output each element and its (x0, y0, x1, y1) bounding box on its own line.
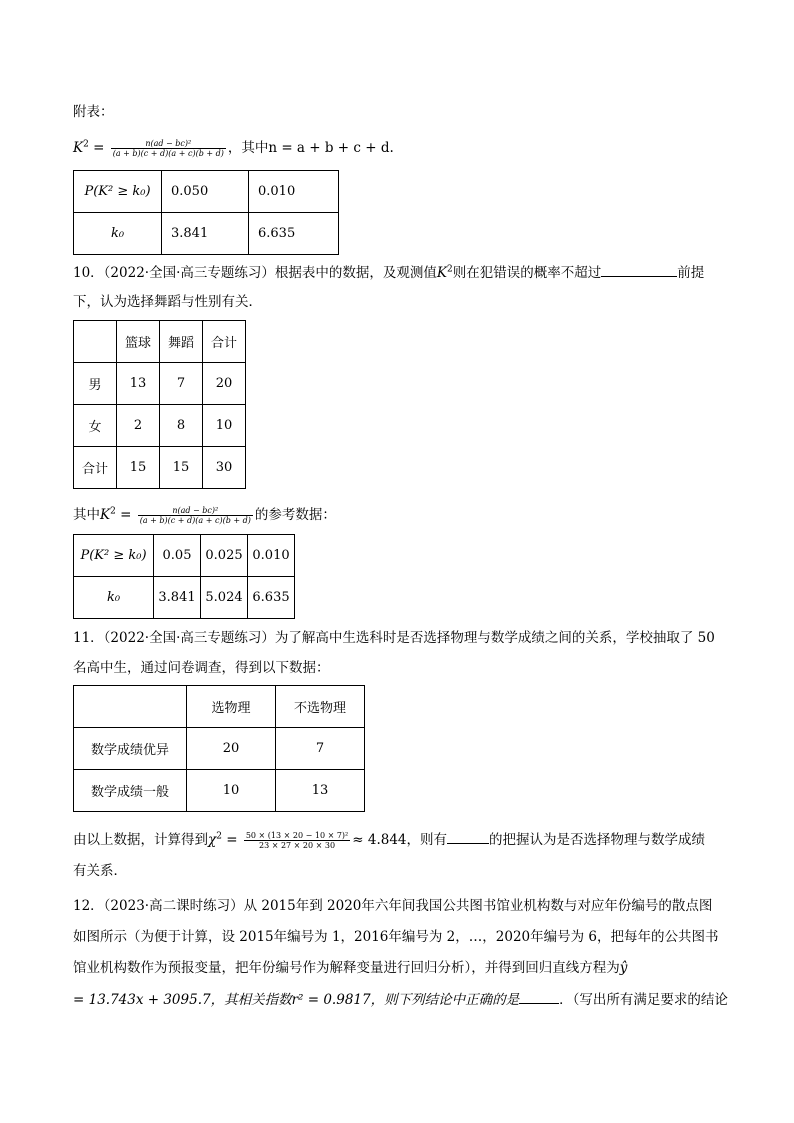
table-header-cell: 不选物理 (276, 686, 365, 728)
question-12-line-3: 馆业机构数作为预报变量，把年份编号作为解释变量进行回归分析），并得到回归直线方程为ŷ (73, 960, 628, 976)
table-cell: 20 (203, 363, 246, 405)
reference-formula: 其中$K^2$ = $\frac{\text{n(ad − bc)²}}{(a + b)(c + d)(a + c)(b + d)}$ 的参考数据： (73, 506, 336, 525)
question-12-line-1: 12．（2023·高二课时练习）从 2015年到 2020年六年间我国公共图书馆业机构数与对应年份编号的散点图 (73, 898, 713, 914)
table-cell: 20 (187, 728, 276, 770)
question-11-line-1: 11．（2022·全国·高三专题练习）为了解高中生选科时是否选择物理与数学成绩之间的关系，学校抽取了 50 (73, 630, 715, 646)
table-cell: 合计 (74, 447, 117, 489)
table-cell: P(K² ≥ k₀) (74, 171, 162, 213)
critical-value-table-2 (73, 534, 295, 619)
question-11-calculation-line-2: 有关系． (73, 863, 127, 879)
table-header-cell (74, 686, 187, 728)
table-cell: 10 (203, 405, 246, 447)
table-cell: 3.841 (154, 577, 201, 619)
table-header-cell: 合计 (203, 321, 246, 363)
table-cell: 0.010 (249, 171, 339, 213)
table-cell: 5.024 (201, 577, 248, 619)
table-cell: 6.635 (248, 577, 295, 619)
question-11-calculation: 由以上数据，计算得到$\chi^2$ = $\frac{\text{50 × (13 × 20 − 10 × 7)²}}{23 \times 27 \times 20 \times 30}$ ≈ 4.844，则有 的把握认为是否选择物理与数学成绩 (73, 831, 706, 850)
table-cell: 7 (276, 728, 365, 770)
critical-value-table-1 (73, 170, 339, 255)
table-cell: P(K² ≥ k₀) (74, 535, 154, 577)
table-cell: 0.010 (248, 535, 295, 577)
table-cell: 6.635 (249, 213, 339, 255)
table-cell: 男 (74, 363, 117, 405)
chi-square-fraction: $\frac{\text{50 × (13 × 20 − 10 × 7)²}}{23 \times 27 \times 20 \times 30}$ (245, 831, 349, 850)
table-cell: k₀ (74, 213, 162, 255)
table-cell: 13 (276, 770, 365, 812)
table-cell: 2 (117, 405, 160, 447)
question-12-line-2: 如图所示（为便于计算，设 2015年编号为 1，2016年编号为 2，…，2020年编号为 6，把每年的公共图书 (73, 929, 719, 945)
answer-blank[interactable] (519, 989, 559, 1004)
table-header-cell: 选物理 (187, 686, 276, 728)
table-cell: k₀ (74, 577, 154, 619)
appendix-label: 附表： (73, 104, 114, 120)
table-cell: 0.025 (201, 535, 248, 577)
table-cell: 7 (160, 363, 203, 405)
table-cell: 0.050 (162, 171, 249, 213)
question-10-line-2: 下，认为选择舞蹈与性别有关． (73, 294, 262, 310)
table-cell: 0.05 (154, 535, 201, 577)
formula-fraction: $\frac{\text{n(ad − bc)²}}{(a + b)(c + d)(a + c)(b + d)}$ (112, 139, 224, 158)
table-cell: 15 (117, 447, 160, 489)
table-cell: 30 (203, 447, 246, 489)
gender-choice-table (73, 320, 246, 489)
formula-suffix: ，其中n = a + b + c + d. (227, 140, 394, 156)
question-12-line-4: = 13.743x + 3095.7，其相关指数r² = 0.9817，则下列结论中正确的是 ．（写出所有满足要求的结论 (73, 989, 728, 1010)
table-header-cell: 舞蹈 (160, 321, 203, 363)
answer-blank[interactable] (601, 262, 677, 277)
physics-math-table (73, 685, 365, 812)
table-cell: 15 (160, 447, 203, 489)
table-cell: 女 (74, 405, 117, 447)
table-cell: 数学成绩优异 (74, 728, 187, 770)
table-cell: 数学成绩一般 (74, 770, 187, 812)
table-header-cell: 篮球 (117, 321, 160, 363)
formula-fraction: $\frac{\text{n(ad − bc)²}}{(a + b)(c + d)(a + c)(b + d)}$ (139, 506, 251, 525)
question-10-line-1: 10．（2022·全国·高三专题练习）根据表中的数据，及观测值$K^2$则在犯错误的概率不超过 前提 (73, 262, 704, 283)
table-cell: 8 (160, 405, 203, 447)
table-cell: 13 (117, 363, 160, 405)
table-cell: 3.841 (162, 213, 249, 255)
question-11-line-2: 名高中生，通过问卷调查，得到以下数据： (73, 660, 330, 676)
table-header-cell (74, 321, 117, 363)
answer-blank[interactable] (447, 829, 489, 844)
table-cell: 10 (187, 770, 276, 812)
k-squared-formula: $K^2$ = $\frac{\text{n(ad − bc)²}}{(a + b)(c + d)(a + c)(b + d)}$ ，其中n = a + b + c + d. (73, 139, 394, 158)
